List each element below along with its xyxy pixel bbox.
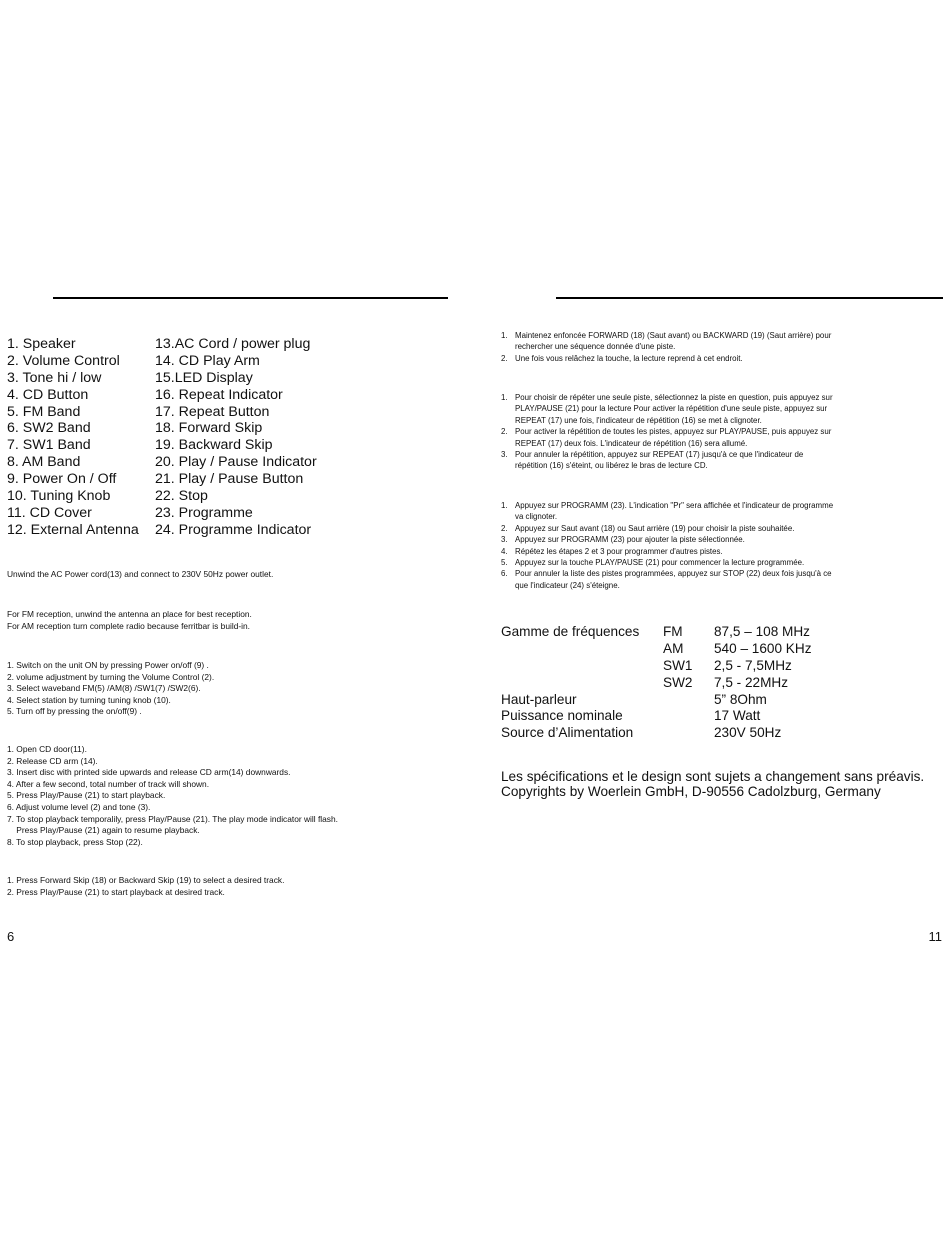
spec-row bbox=[501, 725, 782, 742]
step: 5. Turn off by pressing the on/off(9) . bbox=[7, 706, 142, 717]
step: 2. Appuyez sur Saut avant (18) ou Saut arrière (19) pour choisir la piste souhaitée. bbox=[501, 523, 795, 533]
spec-band: SW2 bbox=[663, 674, 693, 690]
spec-row bbox=[501, 657, 792, 675]
spec-row bbox=[501, 674, 789, 692]
cd-instructions bbox=[7, 744, 338, 848]
part-item: 17. Repeat Button bbox=[155, 403, 270, 420]
copyright-line: Copyrights by Woerlein GmbH, D-90556 Cadolzburg, Germany bbox=[501, 784, 881, 800]
step: 3. Select waveband FM(5) /AM(8) /SW1(7) /SW2(6). bbox=[7, 683, 201, 694]
step: 1. Press Forward Skip (18) or Backward Skip (19) to select a desired track. bbox=[7, 875, 285, 885]
spec-band: FM bbox=[663, 624, 683, 639]
step: 1. Switch on the unit ON by pressing Power on/off (9) . bbox=[7, 660, 209, 670]
radio-instructions bbox=[7, 660, 214, 718]
spec-value: 2,5 - 7,5MHz bbox=[714, 657, 792, 673]
spec-row bbox=[501, 708, 761, 725]
spec-row bbox=[501, 691, 767, 709]
part-item: 22. Stop bbox=[155, 488, 208, 505]
spec-row bbox=[501, 624, 810, 641]
left-header-rule bbox=[53, 297, 448, 299]
step: 2. Pour activer la répétition de toutes les pistes, appuyez sur PLAY/PAUSE, puis appuyez sur REPEAT (17) deux fois. L'indicateur de répétition (16) sera allumé. bbox=[501, 427, 832, 448]
step: 6. Pour annuler la liste des pistes programmées, appuyez sur STOP (22) deux fois jusqu'à ce que l'indicateur (24) s'éteigne. bbox=[501, 569, 832, 590]
step: 4. After a few second, total number of track will shown. bbox=[7, 778, 210, 789]
part-item: 5. FM Band bbox=[7, 403, 81, 420]
part-item: 18. Forward Skip bbox=[155, 420, 263, 437]
spec-band: AM bbox=[663, 640, 684, 656]
text-line: For AM reception turn complete radio because ferritbar is build-in. bbox=[7, 620, 250, 631]
part-item: 10. Tuning Knob bbox=[7, 488, 111, 505]
repeat-instructions bbox=[501, 392, 833, 472]
step: 4. Select station by turning tuning knob (10). bbox=[7, 694, 171, 705]
step: 3. Insert disc with printed side upwards and release CD arm(14) downwards. bbox=[7, 767, 291, 778]
text-line: For FM reception, unwind the antenna an place for best reception. bbox=[7, 609, 252, 619]
step: 5. Press Play/Pause (21) to start playback. bbox=[7, 790, 166, 801]
spec-value: 5” 8Ohm bbox=[714, 691, 767, 707]
part-item: 15.LED Display bbox=[155, 369, 253, 386]
step: 2. Press Play/Pause (21) to start playback at desired track. bbox=[7, 886, 225, 897]
step: 4. Répétez les étapes 2 et 3 pour programmer d'autres pistes. bbox=[501, 546, 723, 556]
spec-row bbox=[501, 640, 812, 658]
step: 7. To stop playback temporalily, press Play/Pause (21). The play mode indicator will flash. bbox=[7, 813, 338, 824]
part-item: 16. Repeat Indicator bbox=[155, 386, 283, 403]
skip-instructions bbox=[7, 875, 284, 898]
step: 3. Pour annuler la répétition, appuyez sur REPEAT (17) jusqu'à ce que l'indicateur de répétition (16) s'éteint, ou libérez le bras de lecture CD. bbox=[501, 450, 804, 471]
spec-value: 230V 50Hz bbox=[714, 725, 782, 741]
part-item: 9. Power On / Off bbox=[7, 471, 117, 488]
step: 8. To stop playback, press Stop (22). bbox=[7, 836, 143, 847]
step: 1. Maintenez enfoncée FORWARD (18) (Saut avant) ou BACKWARD (19) (Saut arrière) pour rechercher une séquence donnée d'une piste. bbox=[501, 331, 832, 352]
part-item: 6. SW2 Band bbox=[7, 420, 91, 437]
step: 2. Release CD arm (14). bbox=[7, 755, 98, 766]
spec-value: 7,5 - 22MHz bbox=[714, 674, 789, 690]
part-item: 8. AM Band bbox=[7, 454, 81, 471]
step: 1. Appuyez sur PROGRAMM (23). L'indication "Pr" sera affichée et l'indicateur de programme va clignoter. bbox=[501, 501, 834, 522]
program-instructions bbox=[501, 500, 833, 591]
power-instructions bbox=[7, 569, 273, 581]
part-item: 1. Speaker bbox=[7, 336, 76, 352]
part-item: 2. Volume Control bbox=[7, 352, 120, 369]
part-item: 23. Programme bbox=[155, 504, 253, 521]
page-number-left: 6 bbox=[7, 929, 15, 944]
part-item: 20. Play / Pause Indicator bbox=[155, 454, 317, 471]
text-line: Unwind the AC Power cord(13) and connect to 230V 50Hz power outlet. bbox=[7, 569, 274, 579]
part-item: 12. External Antenna bbox=[7, 521, 139, 538]
step: 2. volume adjustment by turning the Volume Control (2). bbox=[7, 671, 215, 682]
spec-label: Haut-parleur bbox=[501, 691, 577, 707]
step: 1. Pour choisir de répéter une seule piste, sélectionnez la piste en question, puis appuyez sur PLAY/PAUSE (21) pour la lecture Pour activer la répétition d'une seule piste, appuyez sur REPEAT (17) une fois, l'indicateur de répétition (16) se met à clignoter. bbox=[501, 393, 833, 425]
step: 6. Adjust volume level (2) and tone (3). bbox=[7, 801, 151, 812]
step: 5. Appuyez sur la touche PLAY/PAUSE (21) pour commencer la lecture programmée. bbox=[501, 558, 805, 568]
antenna-instructions bbox=[7, 609, 252, 632]
step: Press Play/Pause (21) again to resume playback. bbox=[7, 825, 200, 836]
step: 2. Une fois vous relâchez la touche, la lecture reprend à cet endroit. bbox=[501, 353, 743, 363]
part-item: 13.AC Cord / power plug bbox=[155, 336, 311, 352]
spec-band: SW1 bbox=[663, 657, 693, 673]
search-instructions bbox=[501, 330, 831, 364]
part-item: 4. CD Button bbox=[7, 386, 89, 403]
part-item: 24. Programme Indicator bbox=[155, 521, 312, 538]
spec-label: Gamme de fréquences bbox=[501, 624, 640, 639]
parts-list-col2 bbox=[155, 336, 317, 539]
specifications-table bbox=[501, 624, 812, 742]
step: 1. Open CD door(11). bbox=[7, 744, 87, 754]
spec-label: Puissance nominale bbox=[501, 708, 623, 724]
spec-value: 17 Watt bbox=[714, 708, 761, 724]
parts-list-col1 bbox=[7, 336, 139, 539]
spec-label: Source d’Alimentation bbox=[501, 725, 634, 741]
page-number-right: 11 bbox=[928, 929, 942, 944]
disclaimer-line: Les spécifications et le design sont sujets a changement sans préavis. bbox=[501, 769, 925, 784]
right-header-rule bbox=[556, 297, 943, 299]
spec-value: 540 – 1600 KHz bbox=[714, 640, 812, 656]
part-item: 19. Backward Skip bbox=[155, 437, 273, 454]
part-item: 21. Play / Pause Button bbox=[155, 471, 304, 488]
step: 3. Appuyez sur PROGRAMM (23) pour ajouter la piste sélectionnée. bbox=[501, 535, 745, 545]
part-item: 11. CD Cover bbox=[7, 504, 92, 521]
spec-value: 87,5 – 108 MHz bbox=[714, 624, 810, 639]
part-item: 7. SW1 Band bbox=[7, 437, 91, 454]
disclaimer bbox=[501, 769, 924, 800]
part-item: 14. CD Play Arm bbox=[155, 352, 260, 369]
part-item: 3. Tone hi / low bbox=[7, 369, 102, 386]
